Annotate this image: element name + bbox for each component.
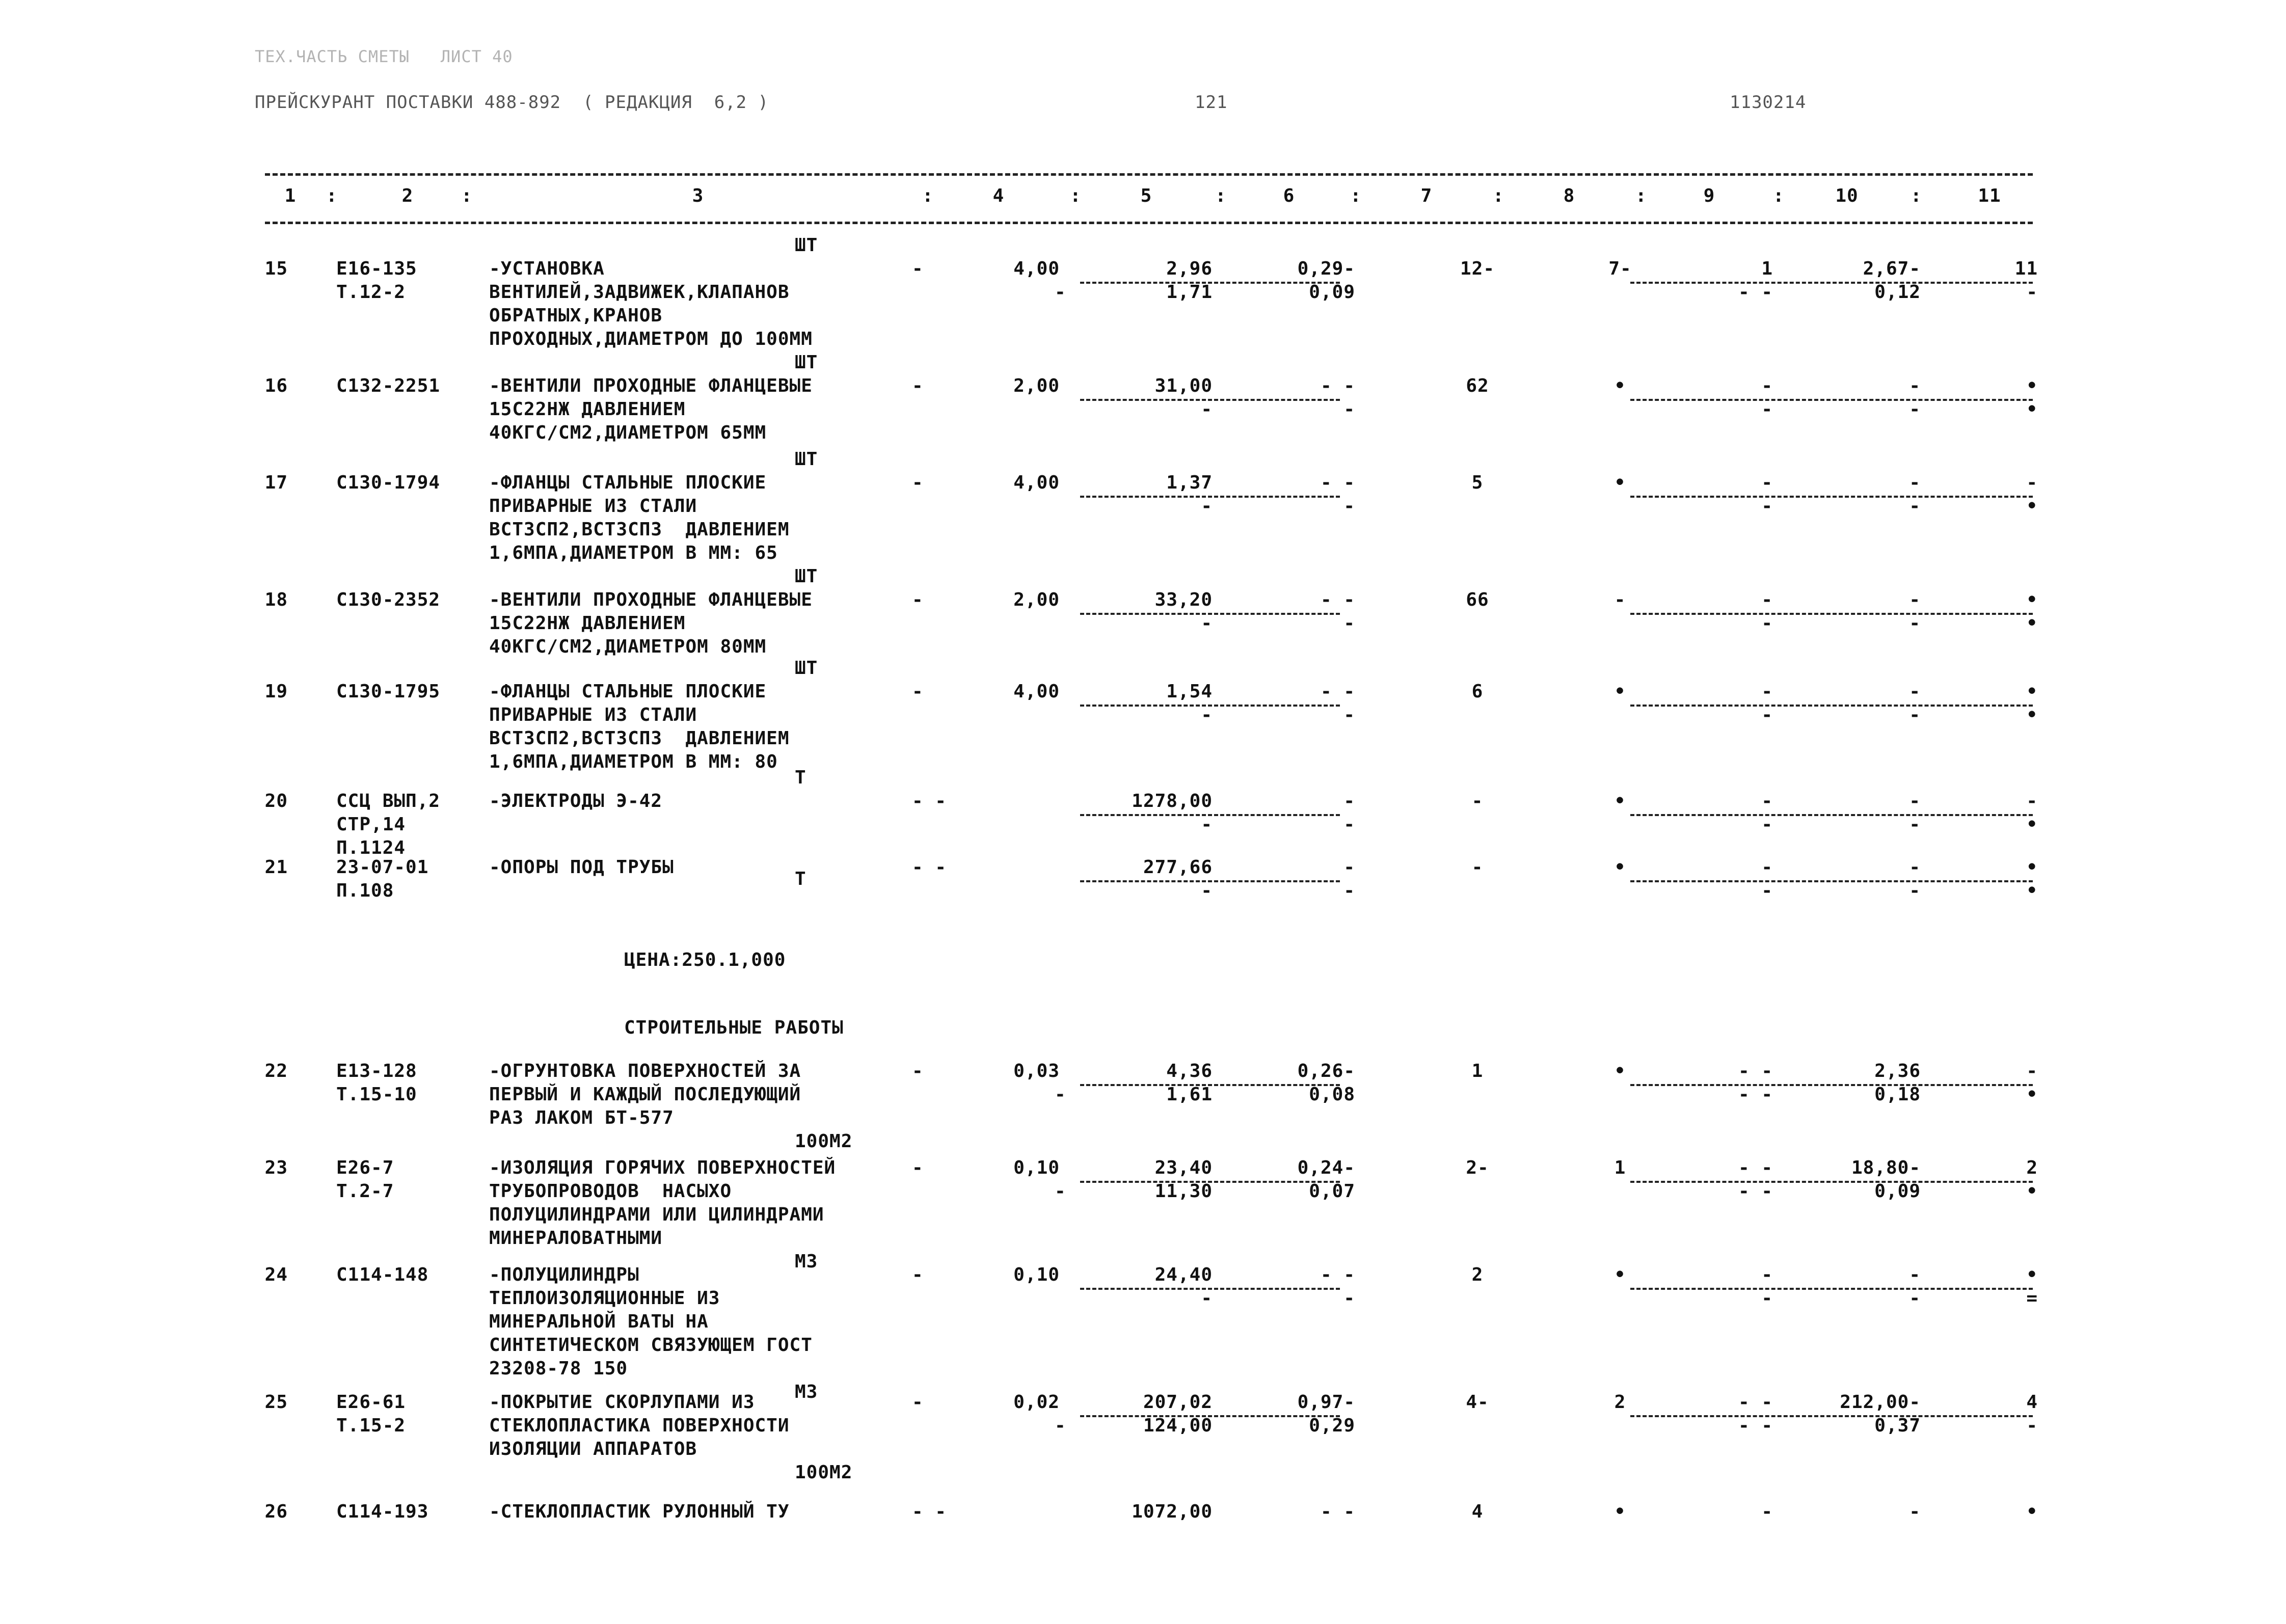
col-5-sub: - (1201, 613, 1213, 634)
column-header-2: 2 (401, 185, 414, 206)
item-description: 15С22НЖ ДАВЛЕНИЕМ (489, 399, 686, 420)
col-10-value: 2,67- (1863, 258, 1921, 279)
column-header-7: 7 (1420, 185, 1433, 206)
col-11-sub: - (2026, 1415, 2038, 1436)
item-description: ОБРАТНЫХ,КРАНОВ (489, 305, 663, 326)
item-code: С114-148 (336, 1264, 429, 1285)
col-7-value: 4- (1466, 1392, 1489, 1413)
col-8-value: • (1614, 857, 1626, 878)
item-description: ИЗОЛЯЦИИ АППАРАТОВ (489, 1439, 697, 1459)
column-header-8: 8 (1563, 185, 1575, 206)
unit-label: ШТ (795, 449, 818, 470)
col-10-value: - (1909, 1501, 1921, 1522)
col-11-sub: • (2026, 1084, 2038, 1105)
col-5-sub: - (1201, 399, 1213, 420)
item-description: СИНТЕТИЧЕСКОМ СВЯЗУЮЩЕМ ГОСТ (489, 1335, 813, 1356)
col-9-sub: - (1761, 399, 1773, 420)
col-6-sub: - (1343, 814, 1355, 835)
col-10-sub: - (1909, 399, 1921, 420)
item-description: 1,6МПА,ДИАМЕТРОМ В ММ: 65 (489, 543, 778, 563)
unit-label: ШТ (795, 658, 818, 679)
col-4-value: 0,10 (1013, 1157, 1060, 1178)
col-6-sub: - (1343, 1288, 1355, 1309)
col-5-sub: 1,61 (1166, 1084, 1213, 1105)
col-4-value: 4,00 (1013, 258, 1060, 279)
col-5-value: 1,54 (1166, 681, 1213, 702)
col-10-sub: - (1909, 1288, 1921, 1309)
col-4-marker: - (912, 1392, 924, 1413)
header-rule-bottom (265, 222, 2033, 224)
col-8-value: • (1614, 681, 1626, 702)
col-6-value: - - (1320, 375, 1355, 396)
item-description: ПЕРВЫЙ И КАЖДЫЙ ПОСЛЕДУЮЩИЙ (489, 1084, 801, 1105)
col-11-value: 11 (2014, 258, 2038, 279)
col-7-value: 62 (1466, 375, 1489, 396)
col-5-value: 207,02 (1143, 1392, 1213, 1413)
col-10-sub: - (1909, 880, 1921, 901)
col-9-sub: - - (1738, 282, 1773, 303)
item-code: Е26-7 (336, 1157, 394, 1178)
col-4-marker: - (912, 1157, 924, 1178)
column-separator: : (1070, 185, 1082, 206)
unit-label: Т (795, 869, 806, 889)
col-9-sub: - (1761, 880, 1773, 901)
col-10-value: - (1909, 472, 1921, 493)
col-7-value: 66 (1466, 589, 1489, 610)
item-description: -ОГРУНТОВКА ПОВЕРХНОСТЕЙ ЗА (489, 1061, 801, 1081)
col-7-value: 4 (1471, 1501, 1484, 1522)
unit-label: 100М2 (795, 1462, 853, 1483)
col-9-sub: - (1761, 705, 1773, 725)
col-4-value: 4,00 (1013, 681, 1060, 702)
column-header-3: 3 (692, 185, 704, 206)
item-description: ТЕПЛОИЗОЛЯЦИОННЫЕ ИЗ (489, 1288, 720, 1309)
col-11-sub: • (2026, 705, 2038, 725)
col-9-value: - (1761, 375, 1773, 396)
col-11-value: • (2026, 681, 2038, 702)
col-4-sub: - (1055, 1181, 1066, 1202)
row-number: 23 (264, 1157, 288, 1178)
section-title: СТРОИТЕЛЬНЫЕ РАБОТЫ (624, 1017, 844, 1038)
col-5-sub: - (1201, 880, 1213, 901)
col-4-value: 2,00 (1013, 589, 1060, 610)
item-description: 40КГС/СМ2,ДИАМЕТРОМ 65ММ (489, 422, 767, 443)
item-description: ПОЛУЦИЛИНДРАМИ ИЛИ ЦИЛИНДРАМИ (489, 1204, 824, 1225)
col-5-value: 1278,00 (1132, 791, 1213, 811)
col-6-sub: - (1343, 496, 1355, 517)
col-4-value: 0,10 (1013, 1264, 1060, 1285)
item-code: С130-2352 (336, 589, 441, 610)
col-7-value: 5 (1471, 472, 1484, 493)
header-rule-top (265, 173, 2033, 176)
header-page-number: 121 (1195, 92, 1228, 113)
col-6-sub: - (1343, 880, 1355, 901)
item-code: Е16-135 (336, 258, 417, 279)
row-number: 16 (264, 375, 288, 396)
column-header-5: 5 (1140, 185, 1152, 206)
col-8-value: • (1614, 1501, 1626, 1522)
col-9-value: - - (1738, 1392, 1773, 1413)
col-4-marker: - (912, 472, 924, 493)
column-separator: : (922, 185, 934, 206)
col-10-value: 18,80- (1851, 1157, 1921, 1178)
header-code: 1130214 (1730, 92, 1807, 113)
col-5-value: 23,40 (1154, 1157, 1213, 1178)
col-6-sub: 0,08 (1309, 1084, 1355, 1105)
col-5-value: 4,36 (1166, 1061, 1213, 1081)
col-11-sub: = (2026, 1288, 2038, 1309)
item-description: МИНЕРАЛОВАТНЫМИ (489, 1228, 663, 1249)
col-10-value: - (1909, 681, 1921, 702)
col-11-sub: - (2026, 282, 2038, 303)
col-5-sub: - (1201, 814, 1213, 835)
col-6-sub: - (1343, 705, 1355, 725)
item-code: ССЦ ВЫП,2 (336, 791, 441, 811)
col-6-value: - - (1320, 589, 1355, 610)
column-separator: : (1215, 185, 1227, 206)
col-10-value: - (1909, 791, 1921, 811)
item-description: ТРУБОПРОВОДОВ НАСЫХО (489, 1181, 732, 1202)
item-code: Е13-128 (336, 1061, 417, 1081)
unit-label: М3 (795, 1382, 818, 1402)
col-11-value: - (2026, 472, 2038, 493)
column-header-9: 9 (1703, 185, 1715, 206)
col-5-value: 1,37 (1166, 472, 1213, 493)
header-line1: ТЕХ.ЧАСТЬ СМЕТЫ ЛИСТ 40 (255, 47, 513, 66)
col-11-value: • (2026, 589, 2038, 610)
col-6-value: 0,97- (1297, 1392, 1355, 1413)
col-9-sub: - - (1738, 1181, 1773, 1202)
item-description: МИНЕРАЛЬНОЙ ВАТЫ НА (489, 1311, 709, 1332)
col-4-marker: - - (912, 1501, 947, 1522)
row-number: 17 (264, 472, 288, 493)
column-separator: : (1635, 185, 1647, 206)
col-4-value: 0,02 (1013, 1392, 1060, 1413)
item-code: С132-2251 (336, 375, 441, 396)
col-7-value: 6 (1471, 681, 1484, 702)
col-6-value: 0,29- (1297, 258, 1355, 279)
col-5-sub: 1,71 (1166, 282, 1213, 303)
item-code: П.1124 (336, 837, 406, 858)
item-description: ПРИВАРНЫЕ ИЗ СТАЛИ (489, 705, 697, 725)
col-8-value: 2 (1614, 1392, 1626, 1413)
col-6-value: - (1343, 791, 1355, 811)
col-8-value: • (1614, 375, 1626, 396)
col-6-sub: 0,29 (1309, 1415, 1355, 1436)
col-6-sub: 0,09 (1309, 282, 1355, 303)
col-5-sub: - (1201, 496, 1213, 517)
col-4-marker: - (912, 1264, 924, 1285)
col-8-value: 1 (1614, 1157, 1626, 1178)
col-9-value: - (1761, 1264, 1773, 1285)
col-6-sub: 0,07 (1309, 1181, 1355, 1202)
column-separator: : (1350, 185, 1362, 206)
col-10-sub: - (1909, 705, 1921, 725)
col-7-value: 12- (1460, 258, 1495, 279)
item-description: -ВЕНТИЛИ ПРОХОДНЫЕ ФЛАНЦЕВЫЕ (489, 589, 813, 610)
col-9-value: - (1761, 472, 1773, 493)
row-number: 18 (264, 589, 288, 610)
item-description: 40КГС/СМ2,ДИАМЕТРОМ 80ММ (489, 636, 767, 657)
col-4-sub: - (1055, 1415, 1066, 1436)
col-7-value: - (1471, 791, 1484, 811)
col-11-sub: • (2026, 613, 2038, 634)
column-separator: : (1493, 185, 1504, 206)
col-9-value: - - (1738, 1157, 1773, 1178)
row-number: 19 (264, 681, 288, 702)
col-10-value: 212,00- (1840, 1392, 1921, 1413)
item-code: Т.15-2 (336, 1415, 406, 1436)
item-description: 1,6МПА,ДИАМЕТРОМ В ММ: 80 (489, 751, 778, 772)
col-9-value: - (1761, 857, 1773, 878)
col-11-sub: • (2026, 814, 2038, 835)
col-9-value: - (1761, 589, 1773, 610)
col-5-sub: 124,00 (1143, 1415, 1213, 1436)
item-code: С114-193 (336, 1501, 429, 1522)
col-4-sub: - (1055, 1084, 1066, 1105)
col-6-value: - - (1320, 472, 1355, 493)
col-4-value: 0,03 (1013, 1061, 1060, 1081)
col-5-value: 24,40 (1154, 1264, 1213, 1285)
col-4-marker: - (912, 589, 924, 610)
col-11-value: 4 (2026, 1392, 2038, 1413)
col-6-sub: - (1343, 613, 1355, 634)
item-description: -ОПОРЫ ПОД ТРУБЫ (489, 857, 674, 878)
col-11-sub: • (2026, 1181, 2038, 1202)
col-10-sub: - (1909, 496, 1921, 517)
item-description: ВСТ3СП2,ВСТ3СП3 ДАВЛЕНИЕМ (489, 728, 790, 749)
col-8-value: • (1614, 1061, 1626, 1081)
item-description: -СТЕКЛОПЛАСТИК РУЛОННЫЙ ТУ (489, 1501, 790, 1522)
item-code: Т.15-10 (336, 1084, 417, 1105)
col-4-value: 2,00 (1013, 375, 1060, 396)
col-4-marker: - (912, 375, 924, 396)
col-11-value: - (2026, 791, 2038, 811)
column-separator: : (326, 185, 338, 206)
col-11-value: • (2026, 857, 2038, 878)
item-description: 23208-78 150 (489, 1358, 628, 1379)
col-10-sub: 0,37 (1874, 1415, 1921, 1436)
col-9-value: - (1761, 791, 1773, 811)
col-5-value: 2,96 (1166, 258, 1213, 279)
item-code: СТР,14 (336, 814, 406, 835)
row-number: 25 (264, 1392, 288, 1413)
header-line2: ПРЕЙСКУРАНТ ПОСТАВКИ 488-892 ( РЕДАКЦИЯ 6,2 ) (255, 92, 769, 113)
col-6-value: - - (1320, 1501, 1355, 1522)
col-5-value: 33,20 (1154, 589, 1213, 610)
col-4-sub: - (1055, 282, 1066, 303)
col-10-value: - (1909, 375, 1921, 396)
unit-label: ШТ (795, 566, 818, 587)
item-code: Е26-61 (336, 1392, 406, 1413)
col-11-value: • (2026, 1501, 2038, 1522)
col-8-value: • (1614, 791, 1626, 811)
col-9-value: - (1761, 681, 1773, 702)
col-9-sub: - (1761, 814, 1773, 835)
col-8-value: 7- (1608, 258, 1632, 279)
row-number: 21 (264, 857, 288, 878)
unit-label: ШТ (795, 352, 818, 373)
unit-label: ШТ (795, 235, 818, 256)
col-10-sub: - (1909, 814, 1921, 835)
col-5-value: 31,00 (1154, 375, 1213, 396)
col-11-value: - (2026, 1061, 2038, 1081)
price-line: ЦЕНА:250.1,000 (624, 950, 786, 970)
col-9-value: - - (1738, 1061, 1773, 1081)
column-header-4: 4 (992, 185, 1005, 206)
row-number: 20 (264, 791, 288, 811)
col-9-sub: - (1761, 496, 1773, 517)
row-number: 26 (264, 1501, 288, 1522)
col-6-value: 0,24- (1297, 1157, 1355, 1178)
unit-label: Т (795, 767, 806, 788)
col-7-value: 2 (1471, 1264, 1484, 1285)
col-10-value: 2,36 (1874, 1061, 1921, 1081)
item-description: -ЭЛЕКТРОДЫ Э-42 (489, 791, 663, 811)
item-description: 15С22НЖ ДАВЛЕНИЕМ (489, 613, 686, 634)
item-code: С130-1794 (336, 472, 441, 493)
col-10-value: - (1909, 857, 1921, 878)
col-4-marker: - - (912, 857, 947, 878)
item-description: СТЕКЛОПЛАСТИКА ПОВЕРХНОСТИ (489, 1415, 790, 1436)
col-6-value: - (1343, 857, 1355, 878)
col-7-value: - (1471, 857, 1484, 878)
col-10-sub: - (1909, 613, 1921, 634)
item-description: -ПОЛУЦИЛИНДРЫ (489, 1264, 639, 1285)
col-4-marker: - (912, 681, 924, 702)
col-9-sub: - (1761, 613, 1773, 634)
col-4-marker: - (912, 1061, 924, 1081)
col-5-sub: - (1201, 1288, 1213, 1309)
col-9-sub: - (1761, 1288, 1773, 1309)
col-5-sub: - (1201, 705, 1213, 725)
col-7-value: 1 (1471, 1061, 1484, 1081)
col-11-sub: • (2026, 496, 2038, 517)
item-description: ВСТ3СП2,ВСТ3СП3 ДАВЛЕНИЕМ (489, 519, 790, 540)
column-header-6: 6 (1283, 185, 1295, 206)
col-7-value: 2- (1466, 1157, 1489, 1178)
col-11-value: 2 (2026, 1157, 2038, 1178)
item-description: ПРИВАРНЫЕ ИЗ СТАЛИ (489, 496, 697, 517)
col-9-value: - (1761, 1501, 1773, 1522)
col-10-value: - (1909, 1264, 1921, 1285)
col-10-value: - (1909, 589, 1921, 610)
item-description: -ИЗОЛЯЦИЯ ГОРЯЧИХ ПОВЕРХНОСТЕЙ (489, 1157, 836, 1178)
col-5-value: 277,66 (1143, 857, 1213, 878)
col-8-value: - (1614, 589, 1626, 610)
col-6-sub: - (1343, 399, 1355, 420)
col-8-value: • (1614, 1264, 1626, 1285)
col-10-sub: 0,12 (1874, 282, 1921, 303)
col-8-value: • (1614, 472, 1626, 493)
column-separator: : (1773, 185, 1785, 206)
col-6-value: - - (1320, 1264, 1355, 1285)
col-6-value: 0,26- (1297, 1061, 1355, 1081)
row-number: 22 (264, 1061, 288, 1081)
col-9-sub: - - (1738, 1415, 1773, 1436)
item-code: Т.12-2 (336, 282, 406, 303)
col-10-sub: 0,18 (1874, 1084, 1921, 1105)
item-description: РАЗ ЛАКОМ БТ-577 (489, 1107, 674, 1128)
col-11-sub: • (2026, 880, 2038, 901)
row-number: 24 (264, 1264, 288, 1285)
col-4-value: 4,00 (1013, 472, 1060, 493)
column-header-1: 1 (284, 185, 297, 206)
column-header-10: 10 (1835, 185, 1859, 206)
item-code: П.108 (336, 880, 394, 901)
col-9-sub: - - (1738, 1084, 1773, 1105)
item-description: -ПОКРЫТИЕ СКОРЛУПАМИ ИЗ (489, 1392, 755, 1413)
col-6-value: - - (1320, 681, 1355, 702)
column-separator: : (1911, 185, 1922, 206)
col-11-value: • (2026, 1264, 2038, 1285)
item-description: -ВЕНТИЛИ ПРОХОДНЫЕ ФЛАНЦЕВЫЕ (489, 375, 813, 396)
col-10-sub: 0,09 (1874, 1181, 1921, 1202)
unit-label: М3 (795, 1251, 818, 1272)
item-description: -ФЛАНЦЫ СТАЛЬНЫЕ ПЛОСКИЕ (489, 472, 767, 493)
col-5-sub: 11,30 (1154, 1181, 1213, 1202)
item-code: Т.2-7 (336, 1181, 394, 1202)
item-description: -УСТАНОВКА (489, 258, 605, 279)
col-9-value: 1 (1761, 258, 1773, 279)
col-11-value: • (2026, 375, 2038, 396)
item-description: ВЕНТИЛЕЙ,ЗАДВИЖЕК,КЛАПАНОВ (489, 282, 790, 303)
item-description: ПРОХОДНЫХ,ДИАМЕТРОМ ДО 100ММ (489, 329, 813, 349)
item-description: -ФЛАНЦЫ СТАЛЬНЫЕ ПЛОСКИЕ (489, 681, 767, 702)
item-code: С130-1795 (336, 681, 441, 702)
column-separator: : (461, 185, 473, 206)
item-code: 23-07-01 (336, 857, 429, 878)
col-5-value: 1072,00 (1132, 1501, 1213, 1522)
col-11-sub: • (2026, 399, 2038, 420)
unit-label: 100М2 (795, 1131, 853, 1152)
col-4-marker: - - (912, 791, 947, 811)
col-4-marker: - (912, 258, 924, 279)
column-header-11: 11 (1978, 185, 2001, 206)
row-number: 15 (264, 258, 288, 279)
